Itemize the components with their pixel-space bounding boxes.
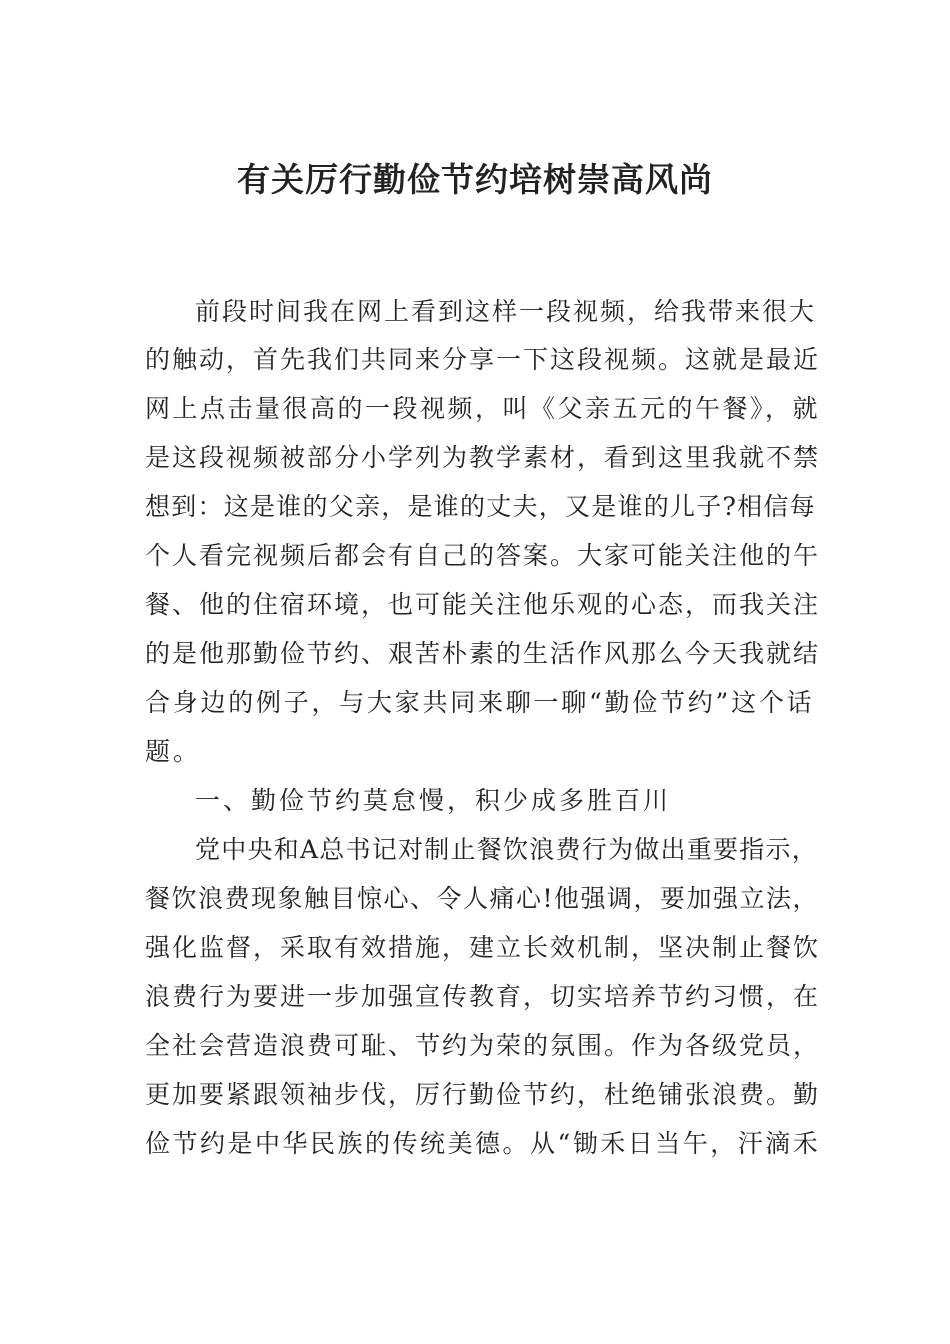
- paragraph-2-line: 浪费行为要进一步加强宣传教育，切实培养节约习惯，在: [145, 982, 821, 1011]
- paragraph-1-line: 前段时间我在网上看到这样一段视频，给我带来很大: [195, 297, 817, 326]
- paragraph-1-line: 餐、他的住宿环境，也可能关注他乐观的心态，而我关注: [145, 590, 821, 619]
- section-heading: 一、勤俭节约莫怠慢，积少成多胜百川: [195, 786, 672, 815]
- paragraph-2-line: 强化监督，采取有效措施，建立长效机制，坚决制止餐饮: [145, 933, 821, 962]
- paragraph-1-line: 是这段视频被部分小学列为教学素材，看到这里我就不禁: [145, 443, 821, 472]
- paragraph-1-line: 的触动，首先我们共同来分享一下这段视频。这就是最近: [145, 345, 821, 374]
- paragraph-1-line: 的是他那勤俭节约、艰苦朴素的生活作风那么今天我就结: [145, 639, 821, 668]
- paragraph-2-line: 俭节约是中华民族的传统美德。从“锄禾日当午，汗滴禾: [145, 1129, 821, 1158]
- paragraph-2-line: 餐饮浪费现象触目惊心、令人痛心!他强调，要加强立法，: [145, 884, 820, 913]
- paragraph-1-line: 个人看完视频后都会有自己的答案。大家可能关注他的午: [145, 541, 821, 570]
- paragraph-2-line: 全社会营造浪费可耻、节约为荣的氛围。作为各级党员，: [145, 1031, 821, 1060]
- document-title: 有关厉行勤俭节约培树崇高风尚: [237, 160, 713, 199]
- paragraph-1-line: 题。: [145, 737, 202, 766]
- paragraph-2-line: 党中央和A总书记对制止餐饮浪费行为做出重要指示，: [195, 835, 819, 864]
- paragraph-1-line: 合身边的例子，与大家共同来聊一聊“勤俭节约”这个话: [145, 688, 815, 717]
- paragraph-1-line: 网上点击量很高的一段视频，叫《父亲五元的午餐》，就: [145, 394, 821, 423]
- paragraph-2-line: 更加要紧跟领袖步伐，厉行勤俭节约，杜绝铺张浪费。勤: [145, 1080, 821, 1109]
- paragraph-1-line: 想到：这是谁的父亲，是谁的丈夫，又是谁的儿子?相信每: [145, 492, 816, 521]
